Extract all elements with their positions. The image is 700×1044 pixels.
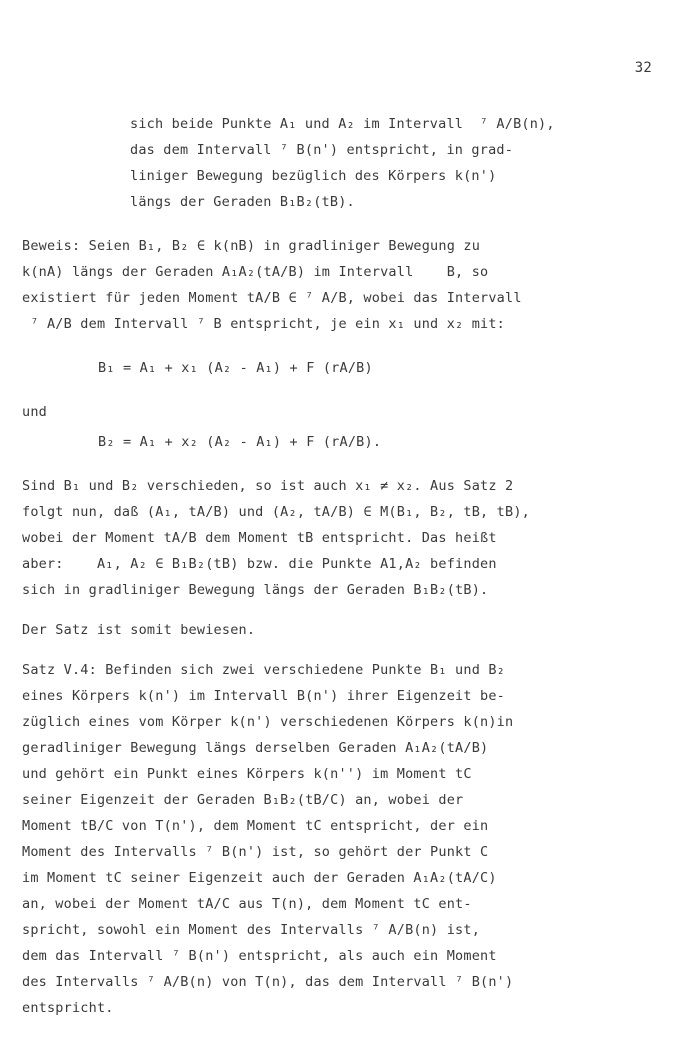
connector-und: und	[22, 404, 47, 420]
proof-line-1: Beweis: Seien B₁, B₂ ∈ k(nB) in gradliniger Bewegung zu	[22, 238, 481, 254]
page-number: 32	[634, 60, 652, 76]
conclusion-line-2: folgt nun, daß (A₁, tA/B) und (A₂, tA/B) ∈ M(B₁, B₂, tB, tB),	[22, 504, 530, 520]
theorem-line-12: dem das Intervall ⁷ B(n') entspricht, als auch ein Moment	[22, 948, 497, 964]
theorem-line-10: an, wobei der Moment tA/C aus T(n), dem Moment tC ent-	[22, 896, 472, 912]
theorem-line-13: des Intervalls ⁷ A/B(n) von T(n), das dem Intervall ⁷ B(n')	[22, 974, 514, 990]
proof-line-4: ⁷ A/B dem Intervall ⁷ B entspricht, je ein x₁ und x₂ mit:	[22, 316, 506, 332]
theorem-line-4: geradliniger Bewegung längs derselben Geraden A₁A₂(tA/B)	[22, 740, 489, 756]
text-line-1: sich beide Punkte A₁ und A₂ im Intervall ⁷ A/B(n),	[130, 116, 555, 132]
conclusion-line-3: wobei der Moment tA/B dem Moment tB entspricht. Das heißt	[22, 530, 497, 546]
theorem-line-6: seiner Eigenzeit der Geraden B₁B₂(tB/C) an, wobei der	[22, 792, 464, 808]
theorem-line-2: eines Körpers k(n') im Intervall B(n') ihrer Eigenzeit be-	[22, 688, 506, 704]
theorem-line-11: spricht, sowohl ein Moment des Intervalls ⁷ A/B(n) ist,	[22, 922, 481, 938]
theorem-line-7: Moment tB/C von T(n'), dem Moment tC entspricht, der ein	[22, 818, 489, 834]
text-line-3: liniger Bewegung bezüglich des Körpers k(n')	[130, 168, 497, 184]
conclusion-line-5: sich in gradliniger Bewegung längs der Geraden B₁B₂(tB).	[22, 582, 489, 598]
proof-end: Der Satz ist somit bewiesen.	[22, 622, 256, 638]
text-line-2: das dem Intervall ⁷ B(n') entspricht, in grad-	[130, 142, 514, 158]
formula-b1: B₁ = A₁ + x₁ (A₂ - A₁) + F (rA/B)	[98, 360, 373, 376]
conclusion-line-4: aber: A₁, A₂ ∈ B₁B₂(tB) bzw. die Punkte A1,A₂ befinden	[22, 556, 497, 572]
theorem-line-9: im Moment tC seiner Eigenzeit auch der Geraden A₁A₂(tA/C)	[22, 870, 497, 886]
theorem-line-5: und gehört ein Punkt eines Körpers k(n'') im Moment tC	[22, 766, 472, 782]
proof-line-3: existiert für jeden Moment tA/B ∈ ⁷ A/B, wobei das Intervall	[22, 290, 522, 306]
text-line-4: längs der Geraden B₁B₂(tB).	[130, 194, 355, 210]
conclusion-line-1: Sind B₁ und B₂ verschieden, so ist auch x₁ ≠ x₂. Aus Satz 2	[22, 478, 514, 494]
theorem-line-1: Satz V.4: Befinden sich zwei verschiedene Punkte B₁ und B₂	[22, 662, 506, 678]
theorem-line-8: Moment des Intervalls ⁷ B(n') ist, so gehört der Punkt C	[22, 844, 489, 860]
proof-line-2: k(nA) längs der Geraden A₁A₂(tA/B) im Intervall B, so	[22, 264, 489, 280]
theorem-line-3: züglich eines vom Körper k(n') verschiedenen Körpers k(n)in	[22, 714, 514, 730]
theorem-line-14: entspricht.	[22, 1000, 114, 1016]
formula-b2: B₂ = A₁ + x₂ (A₂ - A₁) + F (rA/B).	[98, 434, 382, 450]
